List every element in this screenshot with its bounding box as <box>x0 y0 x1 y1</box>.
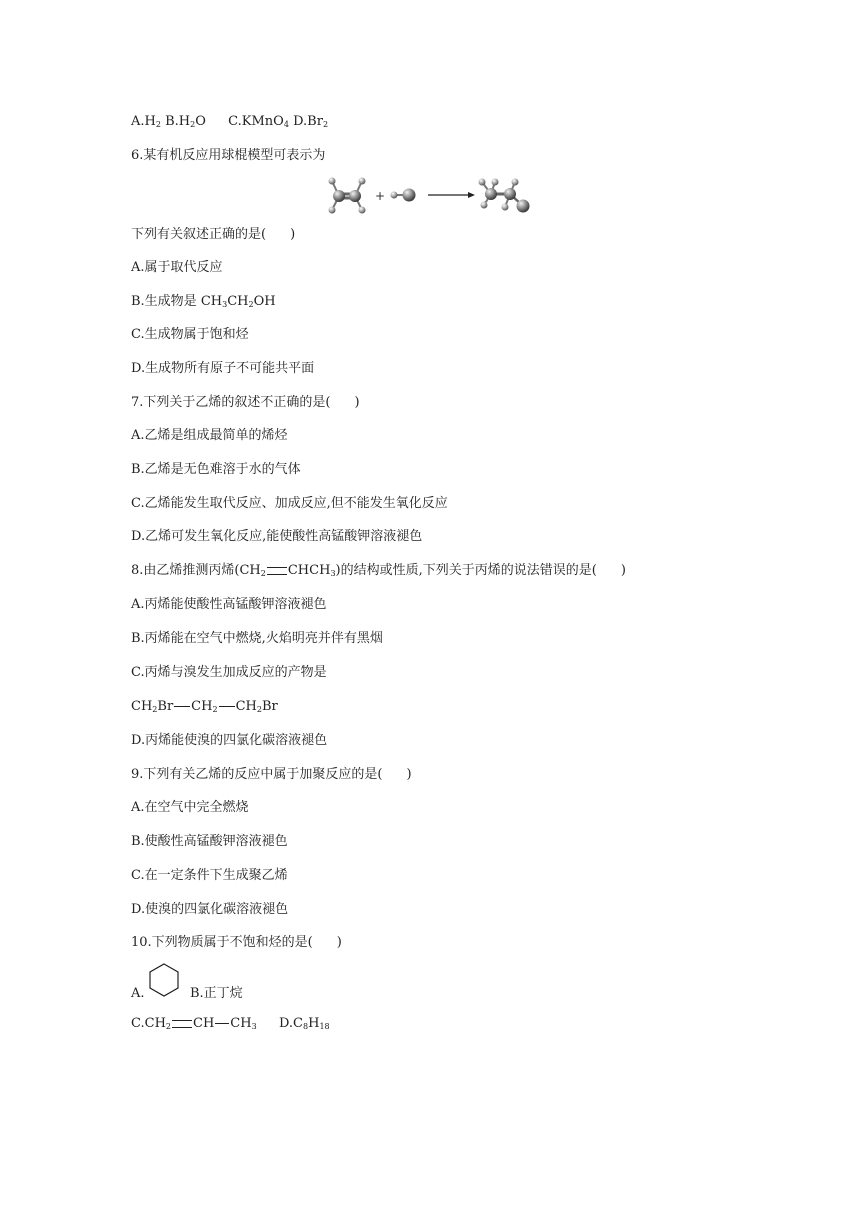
q8-product-formula: $CH_2Br$ $CH_2$ $CH_2Br$ <box>131 699 278 714</box>
reaction-arrow <box>428 192 475 198</box>
hcl-model <box>391 189 416 202</box>
q5-option-d[interactable]: $D.Br_2$ <box>293 114 329 129</box>
q6-stem: 6.某有机反应用球棍模型可表示为 <box>131 148 326 163</box>
q10-stem: 10.下列物质属于不饱和烃的是( ) <box>131 935 342 950</box>
q6-option-b[interactable]: B.生成物是 $CH_3CH_2OH$ <box>131 294 276 309</box>
single-bond <box>219 706 235 707</box>
double-bond <box>267 567 287 575</box>
single-bond <box>215 1023 229 1024</box>
double-bond <box>172 1020 192 1028</box>
q6-prompt: 下列有关叙述正确的是( ) <box>131 227 296 242</box>
q6-option-c[interactable]: C.生成物属于饱和烃 <box>131 327 249 342</box>
hexagon-icon <box>146 962 182 998</box>
q5-options-line <box>131 113 328 134</box>
chloroethane-model <box>479 179 530 213</box>
q10-option-a[interactable]: A. <box>131 986 145 1001</box>
cyclohexane-structure <box>146 962 182 998</box>
q5-option-b[interactable]: $B.H_2O$ <box>165 114 206 129</box>
q10-options-cd <box>131 1015 330 1036</box>
q10-option-c[interactable]: $C.CH_2$ CH $CH_3$ <box>131 1016 257 1031</box>
q8-option-a[interactable]: A.丙烯能使酸性高锰酸钾溶液褪色 <box>131 597 327 612</box>
q6-option-a[interactable]: A.属于取代反应 <box>131 260 223 275</box>
q5-option-a[interactable]: $A.H_2$ <box>131 114 161 129</box>
q8-stem: 8.由乙烯推测丙烯($CH_2$ $CHCH_3$)的结构或性质,下列关于丙烯的说法错误的是( ) <box>131 563 626 578</box>
q7-stem: 7.下列关于乙烯的叙述不正确的是( ) <box>131 395 360 410</box>
q7-option-d[interactable]: D.乙烯可发生氧化反应,能使酸性高锰酸钾溶液褪色 <box>131 529 423 544</box>
q5-option-c[interactable]: C.KMnO$_4$ <box>228 114 289 129</box>
ball-stick-reaction-figure <box>322 172 538 218</box>
plus-sign: + <box>375 189 386 203</box>
q7-option-b[interactable]: B.乙烯是无色难溶于水的气体 <box>131 462 301 477</box>
q9-option-c[interactable]: C.在一定条件下生成聚乙烯 <box>131 868 288 883</box>
ball-stick-model-svg <box>322 172 538 218</box>
q9-option-a[interactable]: A.在空气中完全燃烧 <box>131 800 249 815</box>
q8-option-c[interactable]: C.丙烯与溴发生加成反应的产物是 <box>131 665 327 680</box>
q8-option-d[interactable]: D.丙烯能使溴的四氯化碳溶液褪色 <box>131 733 328 748</box>
q6-option-d[interactable]: D.生成物所有原子不可能共平面 <box>131 361 315 376</box>
q9-stem: 9.下列有关乙烯的反应中属于加聚反应的是( ) <box>131 767 412 782</box>
q7-option-a[interactable]: A.乙烯是组成最简单的烯烃 <box>131 428 288 443</box>
q9-option-d[interactable]: D.使溴的四氯化碳溶液褪色 <box>131 902 289 917</box>
q10-option-d[interactable]: $D.C_8H_{18}$ <box>278 1016 330 1031</box>
q9-option-b[interactable]: B.使酸性高锰酸钾溶液褪色 <box>131 834 288 849</box>
q10-option-b[interactable]: B.正丁烷 <box>190 986 243 1001</box>
single-bond <box>174 706 190 707</box>
ethylene-model <box>329 178 366 214</box>
q8-option-b[interactable]: B.丙烯能在空气中燃烧,火焰明亮并伴有黑烟 <box>131 631 383 646</box>
q7-option-c[interactable]: C.乙烯能发生取代反应、加成反应,但不能发生氧化反应 <box>131 496 448 511</box>
